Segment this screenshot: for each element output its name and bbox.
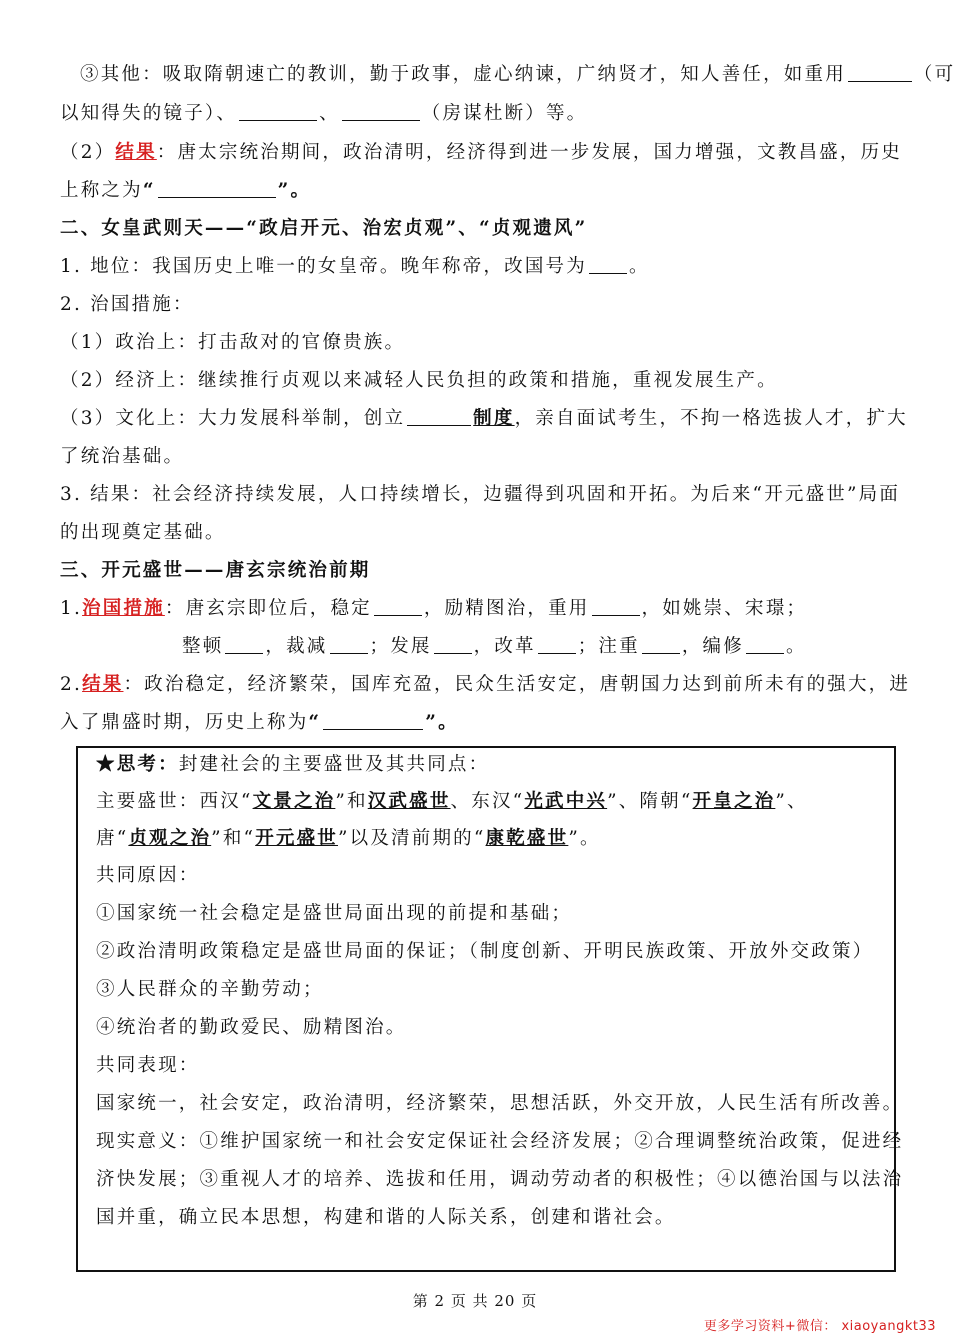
text: 1. 地位：我国历史上唯一的女皇帝。晚年称帝，改国号为: [60, 256, 587, 277]
text-line: ④统治者的勤政爱民、励精图治。: [96, 1017, 407, 1038]
text-line: [60, 590, 892, 628]
quote-mark: ”。: [277, 180, 312, 201]
keyword: 结果: [82, 674, 124, 695]
text-line: [60, 134, 902, 172]
text: 上称之为: [60, 180, 143, 201]
text: ，如姚崇、宋璟；: [641, 598, 808, 619]
text: 贞观之治: [128, 828, 212, 849]
text: ，亲自面试考生，不拘一格选拔人才，扩大: [514, 408, 908, 429]
fill-blank: [746, 633, 784, 654]
text: 整顿: [182, 636, 224, 657]
box-title: [96, 746, 896, 784]
text: 开元盛世: [255, 828, 338, 849]
text: （房谋杜断）等。: [421, 103, 588, 124]
text-line: ①国家统一社会稳定是盛世局面出现的前提和基础；: [96, 903, 573, 924]
fill-blank: [592, 595, 640, 616]
fill-blank: [642, 633, 680, 654]
text: 、: [319, 103, 340, 124]
text: ：唐玄宗即位后，稳定: [164, 598, 372, 619]
text-line: [60, 704, 892, 742]
page-footer: 第 2 页 共 20 页: [412, 1292, 538, 1310]
text: 唐“: [96, 828, 129, 849]
text: ，裁减: [265, 636, 328, 657]
text-line: [80, 56, 955, 94]
quote-mark: ”。: [425, 712, 459, 733]
section-heading: 二、女皇武则天——“政启开元、治宏贞观”、“贞观遗风”: [60, 218, 588, 239]
section-heading: 三、开元盛世——唐玄宗统治前期: [60, 560, 371, 581]
text-line: 共同原因：: [96, 865, 200, 886]
text: （3）文化上：大力发展科举制，创立: [60, 408, 406, 429]
text: 入了鼎盛时期，历史上称为: [60, 712, 309, 733]
fill-blank: [158, 177, 276, 198]
text-line: （2）经济上：继续推行贞观以来减轻人民负担的政策和措施，重视发展生产。: [60, 370, 778, 391]
text: ”、隋朝“: [607, 791, 693, 812]
fill-blank: [434, 633, 472, 654]
fill-blank: [538, 633, 576, 654]
text-line: ③人民群众的辛勤劳动；: [96, 979, 324, 1000]
fill-blank: [374, 595, 422, 616]
quote-mark: “: [308, 712, 322, 733]
text-line: 国家统一，社会安定，政治清明，经济繁荣，思想活跃，外交开放，人民生活有所改善。: [96, 1093, 904, 1114]
text: （2）: [60, 142, 116, 163]
text: ；发展: [369, 636, 432, 657]
text: 、东汉“: [450, 791, 525, 812]
fill-blank: [225, 633, 263, 654]
text: 开皇之治: [692, 791, 776, 812]
text-line: 共同表现：: [96, 1055, 200, 1076]
text-line: [96, 783, 896, 821]
text-line: 国并重，确立民本思想，构建和谐的人际关系，创建和谐社会。: [96, 1207, 676, 1228]
text: 。: [628, 256, 650, 277]
text: 以知得失的镜子）、: [60, 103, 238, 124]
text-line: 3. 结果：社会经济持续发展，人口持续增长，边疆得到巩固和开拓。为后来“开元盛世”局面: [60, 484, 901, 505]
text: 2.: [60, 674, 83, 695]
text: 封建社会的主要盛世及其共同点：: [178, 754, 490, 775]
text-line: 现实意义：①维护国家统一和社会安定保证社会经济发展；②合理调整统治政策，促进经: [96, 1131, 904, 1152]
text: ”和: [335, 791, 368, 812]
text-line: ②政治清明政策稳定是盛世局面的保证；（制度创新、开明民族政策、开放外交政策）: [96, 941, 874, 962]
text-line: 的出现奠定基础。: [60, 522, 226, 543]
text: ：唐太宗统治期间，政治清明，经济得到进一步发展，国力增强，文教昌盛，历史: [156, 142, 902, 163]
fill-blank: [848, 61, 912, 82]
text: ，编修: [681, 636, 744, 657]
text-line: [60, 248, 892, 286]
text: ”和“: [211, 828, 256, 849]
fill-blank: [589, 253, 627, 274]
text: 主要盛世：西汉“: [96, 791, 253, 812]
text: ：政治稳定，经济繁荣，国库充盈，民众生活安定，唐朝国力达到前所未有的强大，进: [123, 674, 911, 695]
text-line: [60, 172, 892, 210]
text: 。: [785, 636, 807, 657]
text-line: 了统治基础。: [60, 446, 185, 467]
text-line: 2. 治国措施：: [60, 294, 194, 315]
watermark: 更多学习资料+微信： xiaoyangkt33: [703, 1319, 936, 1334]
fill-blank: [330, 633, 368, 654]
fill-blank: [323, 709, 423, 730]
text: ”。: [568, 828, 601, 849]
text: ，励精图治，重用: [423, 598, 590, 619]
fill-blank: [342, 100, 420, 121]
text: ”以及清前期的“: [338, 828, 486, 849]
text-line: （1）政治上：打击敌对的官僚贵族。: [60, 332, 406, 353]
text-line: 济快发展；③重视人才的培养、选拔和任用，调动劳动者的积极性；④以德治国与以法治: [96, 1169, 904, 1190]
text: 制度: [473, 408, 515, 429]
text: ③其他：吸取隋朝速亡的教训，勤于政事，虚心纳谏，广纳贤才，知人善任，如重用: [80, 64, 846, 85]
fill-blank: [407, 405, 471, 426]
text-line: [96, 820, 896, 858]
text: ”、: [775, 791, 808, 812]
quote-mark: “: [142, 180, 156, 201]
text: ★思考：: [96, 754, 179, 775]
text: （可: [913, 64, 955, 85]
text: ，改革: [473, 636, 536, 657]
text: 文景之治: [252, 791, 336, 812]
text: 光武中兴: [524, 791, 608, 812]
text-line: [60, 95, 892, 133]
text-line: [182, 628, 882, 666]
text: 康乾盛世: [485, 828, 569, 849]
text: 汉武盛世: [367, 791, 451, 812]
fill-blank: [239, 100, 317, 121]
keyword: 治国措施: [82, 598, 165, 619]
text-line: [60, 666, 911, 704]
text: 1.: [60, 598, 83, 619]
text-line: [60, 400, 908, 438]
text: ；注重: [577, 636, 640, 657]
keyword: 结果: [115, 142, 157, 163]
